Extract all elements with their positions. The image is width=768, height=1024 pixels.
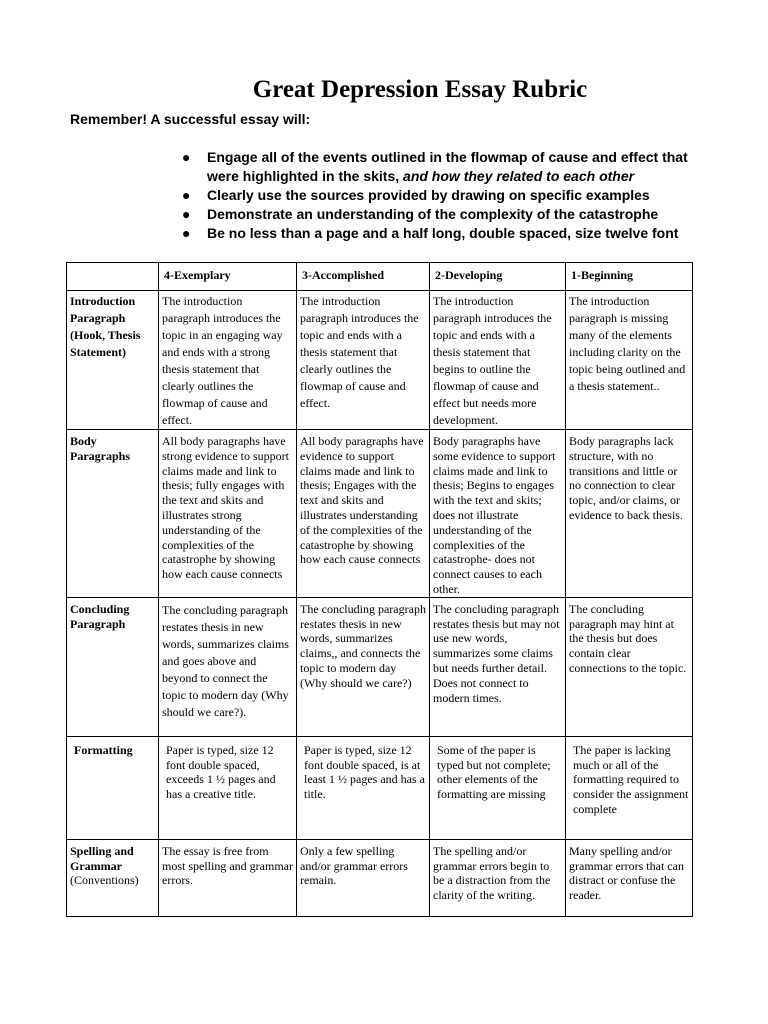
criterion-cell: Formatting [67,736,159,839]
rubric-cell: The introduction paragraph introduces the topic and ends with a thesis statement that clearly outlines the flowmap of cause and effect. [297,291,430,430]
header-developing: 2-Developing [430,263,566,291]
rubric-cell: The introduction paragraph is missing many of the elements including clarity on the topic being outlined and a thesis statement.. [566,291,693,430]
criterion-cell [67,839,159,916]
rubric-cell: The spelling and/or grammar errors begin to be a distraction from the clarity of the writing. [430,839,566,916]
criterion-sublabel: (Conventions) [70,873,139,888]
list-item-emphasis: and how they related to each other [403,168,635,184]
header-criterion [67,263,159,291]
list-item-text: Demonstrate an understanding of the complexity of the catastrophe [207,206,659,222]
list-item-text: Be no less than a page and a half long, double spaced, size twelve font [207,225,679,241]
rubric-cell: Only a few spelling and/or grammar errors remain. [297,839,430,916]
header-accomplished: 3-Accomplished [297,263,430,291]
list-item [182,186,722,205]
criterion-cell: Introduction Paragraph (Hook, Thesis Statement) [67,291,159,430]
rubric-cell: The introduction paragraph introduces the topic in an engaging way and ends with a strong thesis statement that clearly outlines the flowmap of cause and effect. [159,291,297,430]
page-title: Great Depression Essay Rubric [252,76,588,103]
table-header-row [67,263,693,291]
rubric-cell: Paper is typed, size 12 font double spaced, is at least 1 ½ pages and has a title. [297,736,430,839]
rubric-cell: The concluding paragraph restates thesis in new words, summarizes claims and goes above and beyond to connect the topic to modern day (Why should we care?). [159,597,297,736]
table-row [67,597,693,736]
criterion-label: Spelling and Grammar [70,843,134,873]
rubric-cell: All body paragraphs have strong evidence to support claims made and link to thesis; fully engages with the text and skits and illustrates strong understanding of the complexities of the catastrophe by showing how each cause connects [159,430,297,598]
rubric-cell: All body paragraphs have evidence to support claims made and link to thesis; Engages with the text and skits and illustrates understanding of the complexities of the catastrophe by showing how each cause connects [297,430,430,598]
table-row [67,430,693,598]
list-item-text: Engage all of the events outlined in the flowmap of cause and effect that were highlighted in the skits, [207,149,688,184]
bullet-icon: ● [182,149,191,165]
rubric-cell: Body paragraphs have some evidence to support claims made and link to thesis; Begins to engages with the text and skits; does not illustrate understanding of the complexities of the catastrophe- does not connect causes to each other. [430,430,566,598]
criterion-cell: Body Paragraphs [67,430,159,598]
criterion-cell: Concluding Paragraph [67,597,159,736]
table-row [67,736,693,839]
rubric-cell: The concluding paragraph restates thesis in new words, summarizes claims,, and connects the topic to modern day (Why should we care?) [297,597,430,736]
bullet-icon: ● [182,187,191,203]
header-exemplary: 4-Exemplary [159,263,297,291]
rubric-cell: Some of the paper is typed but not complete; other elements of the formatting are missing [430,736,566,839]
rubric-cell: The paper is lacking much or all of the formatting required to consider the assignment complete [566,736,693,839]
requirements-list [182,148,722,243]
rubric-cell: The concluding paragraph may hint at the thesis but does contain clear connections to the topic. [566,597,693,736]
intro-text: Remember! A successful essay will: [70,111,311,127]
rubric-cell: Paper is typed, size 12 font double spaced, exceeds 1 ½ pages and has a creative title. [159,736,297,839]
rubric-cell: Body paragraphs lack structure, with no transitions and little or no connection to clear topic, and/or claims, or evidence to back thesis. [566,430,693,598]
table-row [67,839,693,916]
list-item [182,224,722,243]
header-beginning: 1-Beginning [566,263,693,291]
table-row [67,291,693,430]
list-item [182,148,722,186]
rubric-cell: The concluding paragraph restates thesis but may not use new words, summarizes some claims but needs further detail. Does not connect to modern times. [430,597,566,736]
rubric-cell: Many spelling and/or grammar errors that can distract or confuse the reader. [566,839,693,916]
bullet-icon: ● [182,225,191,241]
list-item-text: Clearly use the sources provided by drawing on specific examples [207,187,650,203]
list-item [182,205,722,224]
rubric-cell: The introduction paragraph introduces the topic and ends with a thesis statement that begins to outline the flowmap of cause and effect but needs more development. [430,291,566,430]
rubric-table [66,262,693,917]
bullet-icon: ● [182,206,191,222]
rubric-cell: The essay is free from most spelling and grammar errors. [159,839,297,916]
